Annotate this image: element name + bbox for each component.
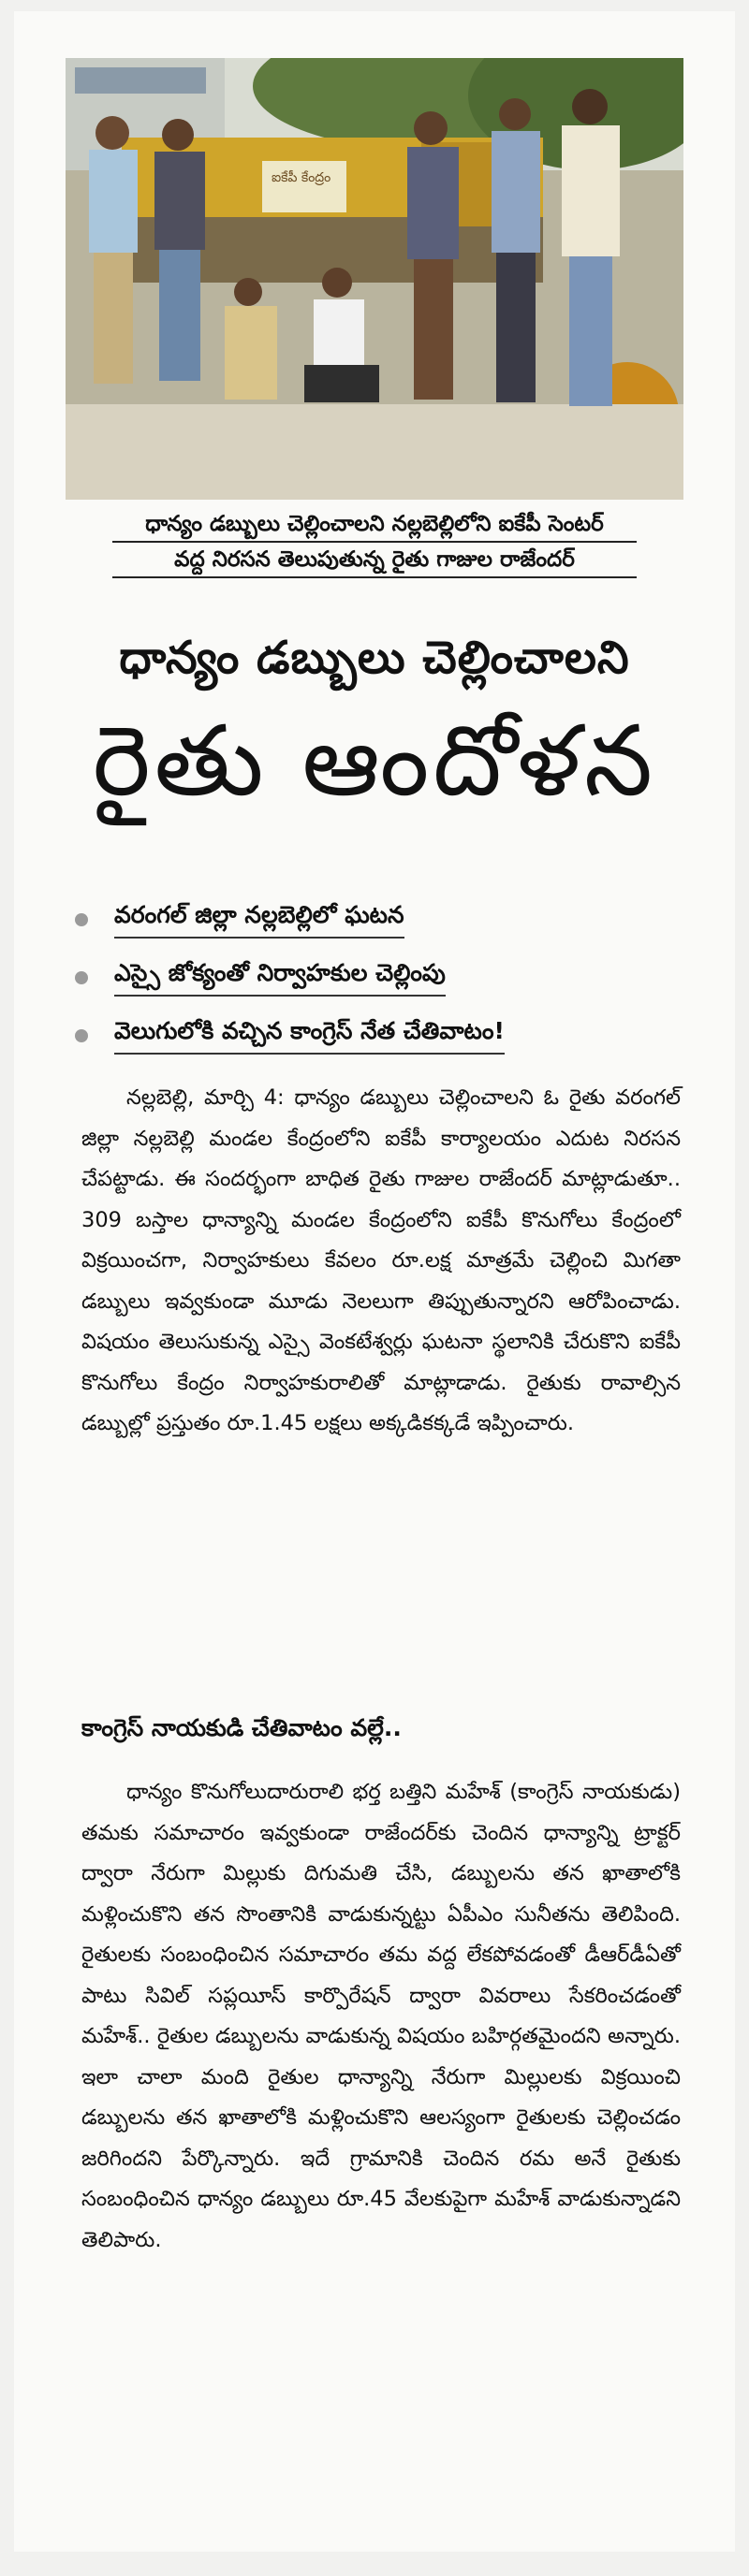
highlight-item: [56, 891, 702, 949]
bullet-icon: [75, 913, 88, 926]
article-paragraph: నల్లబెల్లి, మార్చి 4: ధాన్యం డబ్బులు చెల్లించాలని ఓ రైతు వరంగల్ జిల్లా నల్లబెల్లి మండల కేంద్రంలోని ఐకేపీ కార్యాలయం ఎదుట నిరసన చేపట్టాడు. ఈ సందర్భంగా బాధిత రైతు గాజుల రాజేందర్ మాట్లాడుతూ.. 309 బస్తాల ధాన్యాన్ని మండల కేంద్రంలోని ఐకేపీ కొనుగోలు కేంద్రంలో విక్రయించగా, నిర్వాహకులు కేవలం రూ.లక్ష మాత్రమే చెల్లించి మిగతా డబ్బులు ఇవ్వకుండా మూడు నెలలుగా తిప్పుతున్నారని ఆరోపించాడు. విషయం తెలుసుకున్న ఎస్సై వెంకటేశ్వర్లు ఘటనా స్థలానికి చేరుకొని ఐకేపీ కొనుగోలు కేంద్రం నిర్వాహకురాలితో మాట్లాడాడు. రైతుకు రావాల్సిన డబ్బుల్లో ప్రస్తుతం రూ.1.45 లక్షలు అక్కడికక్కడే ఇప్పించారు.: [81, 1085, 681, 1435]
bullet-icon: [75, 1029, 88, 1042]
article-body-2: [81, 1772, 681, 2261]
newspaper-clipping: [14, 11, 735, 2552]
news-photo: [66, 58, 683, 500]
headline: [51, 624, 698, 822]
caption-rule: [112, 576, 637, 578]
highlight-text: వెలుగులోకి వచ్చిన కాంగ్రెస్ నేత చేతివాటం!: [114, 1017, 505, 1055]
article-body-1: [81, 1078, 681, 1445]
article-paragraph: ధాన్యం కొనుగోలుదారురాలి భర్త బత్తిని మహేశ్ (కాంగ్రెస్ నాయకుడు) తమకు సమాచారం ఇవ్వకుండా రాజేందర్‌కు చెందిన ధాన్యాన్ని ట్రాక్టర్ ద్వారా నేరుగా మిల్లుకు దిగుమతి చేసి, డబ్బులను తన ఖాతాలోకి మళ్లించుకొని తన సొంతానికి వాడుకున్నట్టు ఏపీఎం సునీతను తెలిపింది. రైతులకు సంబంధించిన సమాచారం తమ వద్ద లేకపోవడంతో డీఆర్‌డీఏతో పాటు సివిల్ సప్లయీస్ కార్పొరేషన్ ద్వారా వివరాలు సేకరించడంతో మహేశ్.. రైతుల డబ్బులను వాడుకున్న విషయం బహిర్గతమైందని అన్నారు. ఇలా చాలా మంది రైతుల ధాన్యాన్ని నేరుగా మిల్లులకు విక్రయించి డబ్బులను తన ఖాతాలోకి మళ్లించుకొని ఆలస్యంగా రైతులకు చెల్లించడం జరిగిందని పేర్కొన్నారు. ఇదే గ్రామానికి చెందిన రమ అనే రైతుకు సంబంధించిన ధాన్యం డబ్బులు రూ.45 వేలకుపైగా మహేశ్ వాడుకున్నాడని తెలిపారు.: [81, 1780, 681, 2252]
bullet-icon: [75, 971, 88, 984]
highlight-text: ఎస్సై జోక్యంతో నిర్వాహకుల చెల్లింపు: [114, 959, 446, 997]
caption-line-2: వద్ద నిరసన తెలుపుతున్న రైతు గాజుల రాజేందర్: [174, 547, 575, 572]
photo-caption: [66, 507, 683, 578]
trolley-sign: ఐకేపీ కేంద్రం: [272, 170, 331, 185]
highlight-item: [56, 1007, 702, 1065]
headline-kicker: ధాన్యం డబ్బులు చెల్లించాలని: [119, 632, 630, 684]
caption-line-1: ధాన్యం డబ్బులు చెల్లించాలని నల్లబెల్లిలోని ఐకేపీ సెంటర్: [145, 512, 604, 536]
highlight-list: [56, 891, 702, 1065]
highlight-item: [56, 949, 702, 1007]
headline-title: రైతు ఆందోళన: [93, 704, 656, 818]
article-subhead: కాంగ్రెస్ నాయకుడి చేతివాటం వల్లే..: [81, 1714, 402, 1741]
highlight-text: వరంగల్ జిల్లా నల్లబెల్లిలో ఘటన: [114, 901, 404, 939]
